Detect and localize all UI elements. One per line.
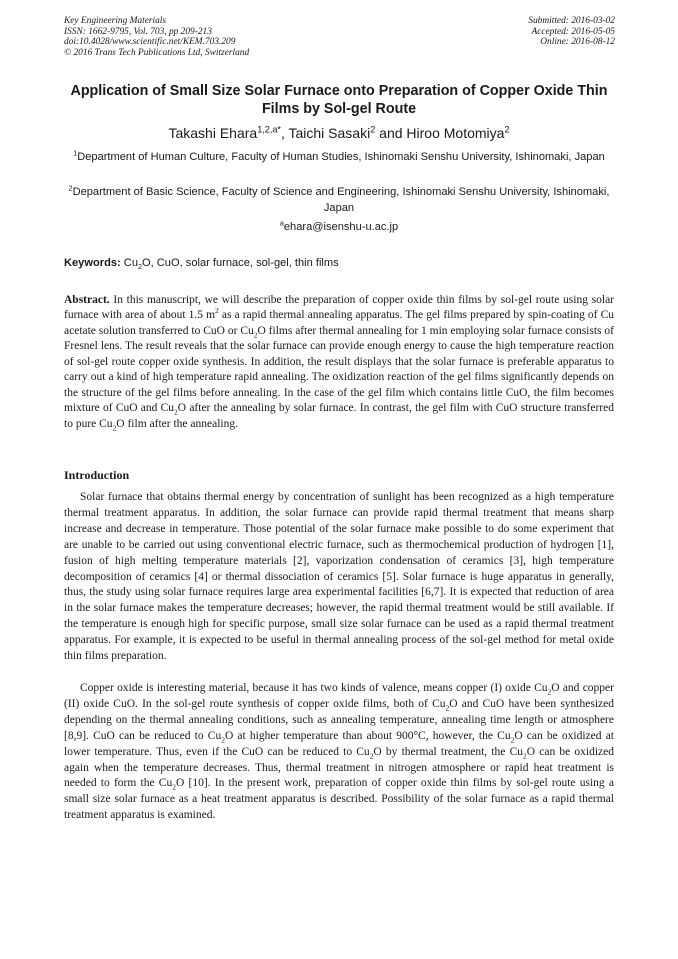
affiliation-2 [64, 185, 614, 216]
subscript: 2 [523, 750, 527, 760]
keywords-text: O, CuO, solar furnace, sol-gel, thin films [142, 257, 339, 269]
author-affiliation-mark: 2 [370, 124, 376, 135]
author-name: Hiroo Motomiya [406, 125, 505, 141]
abstract-text: O after the annealing by solar furnace. In contrast, the gel film with CuO structure transferred to pure Cu [64, 402, 614, 430]
journal-header-left [64, 16, 249, 58]
online-date: Online: 2016-08-12 [540, 37, 615, 48]
paragraph-text: Copper oxide is interesting material, because it has two kinds of valence, means copper (I) oxide Cu [80, 682, 548, 694]
author-email [64, 220, 614, 236]
author-list [64, 124, 614, 142]
abstract-text: O films after thermal annealing for 1 min employing solar furnace consists of Fresnel lens. The result reveals that the solar furnace can provide enough energy to cause the high temperature reaction of sol-gel route copper oxide synthesis. In addition, the result displays that the solar furnace is preferable apparatus to carry out a kind of high temperature rapid annealing. The oxidization reaction of the gel films significantly depends on the structure of the gel films before annealing. In the case of the gel film which contains little CuO, the film becomes mixture of CuO and Cu [64, 324, 614, 415]
abstract-text: In this manuscript, we will describe the preparation of copper oxide thin films by sol-gel route using solar furnace with area of about 1.5 m [64, 294, 614, 322]
paragraph-text: O and copper (II) oxide CuO. In the sol-gel route synthesis of copper oxide films, both of Cu [64, 682, 614, 710]
abstract-text: O film after the annealing. [116, 417, 238, 430]
affiliation-mark: 2 [68, 183, 73, 193]
subscript: 2 [510, 735, 515, 745]
subscript: 2 [369, 750, 374, 760]
paper-title: Application of Small Size Solar Furnace onto Preparation of Copper Oxide Thin Films by Sol-gel Route [70, 83, 608, 117]
subscript: 2 [112, 422, 117, 432]
accepted-date: Accepted: 2016-05-05 [531, 26, 615, 37]
author-separator: , [280, 125, 289, 141]
subscript: 2 [445, 703, 450, 713]
journal-doi[interactable]: doi:10.4028/www.scientific.net/KEM.703.209 [64, 37, 236, 48]
journal-name: Key Engineering Materials [64, 16, 167, 26]
paragraph-text: O and CuO have been synthesized depending on the thermal annealing conditions, such as annealing temperature, annealing time length or atmosphere [8,9]. CuO can be reduced to Cu [64, 697, 614, 742]
paragraph-text: O by thermal treatment, the Cu [373, 745, 524, 758]
author-affiliation-mark: 1,2,a* [257, 124, 281, 135]
abstract [64, 293, 614, 432]
affiliation-1 [64, 150, 614, 166]
affiliation-mark: 1 [73, 148, 78, 158]
paragraph-text: O can be oxidized at lower temperature. Thus, even if the CuO can be reduced to Cu [64, 729, 614, 758]
keywords [64, 256, 614, 271]
subscript: 2 [221, 735, 225, 745]
keywords-label: Keywords: [64, 257, 121, 269]
subscript: 2 [253, 330, 258, 340]
affiliation-text: Department of Human Culture, Faculty of Human Studies, Ishinomaki Senshu University, Ishinomaki, Japan [77, 151, 605, 163]
subscript: 2 [174, 407, 178, 417]
journal-copyright: © 2016 Trans Tech Publications Ltd, Switzerland [64, 47, 250, 58]
author-separator: and [375, 125, 407, 141]
author-affiliation-mark: 2 [504, 124, 510, 135]
submitted-date: Submitted: 2016-03-02 [528, 16, 615, 26]
author-name: Taichi Sasaki [288, 125, 371, 141]
paragraph-text: O at higher temperature than about 900°C, however, the Cu [224, 729, 511, 742]
journal-header-right [528, 16, 615, 48]
subscript: 2 [172, 782, 176, 792]
paragraph-text: O [10]. In the present work, preparation of copper oxide thin films by sol-gel route using a small size solar furnace as a heat treatment apparatus is described. Possibility of the solar furnace as a rapid thermal treatment apparatus is examined. [64, 777, 614, 822]
affiliation-text: Department of Basic Science, Faculty of Science and Engineering, Ishinomaki Senshu University, Ishinomaki, Japan [72, 186, 610, 214]
paragraph-text: O can be oxidized again when the temperature decreases. Thus, thermal treatment in nitrogen atmosphere or rapid heat treatment is needed to form the Cu [64, 745, 615, 790]
superscript: 2 [215, 306, 219, 316]
abstract-text: as a rapid thermal annealing apparatus. The gel films prepared by spin-coating of Cu acetate solution transferred to CuO or Cu [64, 309, 614, 337]
subscript: 2 [547, 687, 552, 697]
section-heading-introduction: Introduction [64, 468, 130, 482]
journal-issn: ISSN: 1662-9795, Vol. 703, pp 209-213 [64, 26, 212, 37]
keywords-text: Cu [120, 257, 138, 269]
subscript: 2 [137, 262, 142, 272]
abstract-label: Abstract. [64, 294, 110, 306]
intro-paragraph-2 [64, 681, 614, 824]
intro-paragraph-1: Solar furnace that obtains thermal energy by concentration of sunlight has been recognized as a high temperature thermal treatment apparatus. In addition, the solar furnace can provide rapid thermal treatment that means sharp increase and decrease in temperature. Those potential of the solar furnace make possible to do some experiment that are unable to be carried out using conventional electric furnace, such as thermochemical production of hydrogen [1], fusion of high melting temperature materials [2], vaporization condensation of ceramics [3], high temperature decomposition of ceramics [4] or thermal dissociation of ceramics [5]. Solar furnace is huge apparatus in generally, thus, the study using solar furnace requires large area experimental facilities [6,7]. It is expected that reduction of area in the solar furnace makes the temperature decreases; however, the rapid thermal treatment would be still available. If the temperature is enough high for specific purpose, small size solar furnace can be used as a rapid thermal treatment apparatus. For example, it is expected to be useful in thermal annealing process of the sol-gel method for metal oxide thin films preparation. [64, 491, 614, 663]
email-address[interactable]: ehara@isenshu-u.ac.jp [283, 221, 399, 233]
email-mark: a [279, 218, 284, 228]
author-name: Takashi Ehara [168, 125, 258, 141]
